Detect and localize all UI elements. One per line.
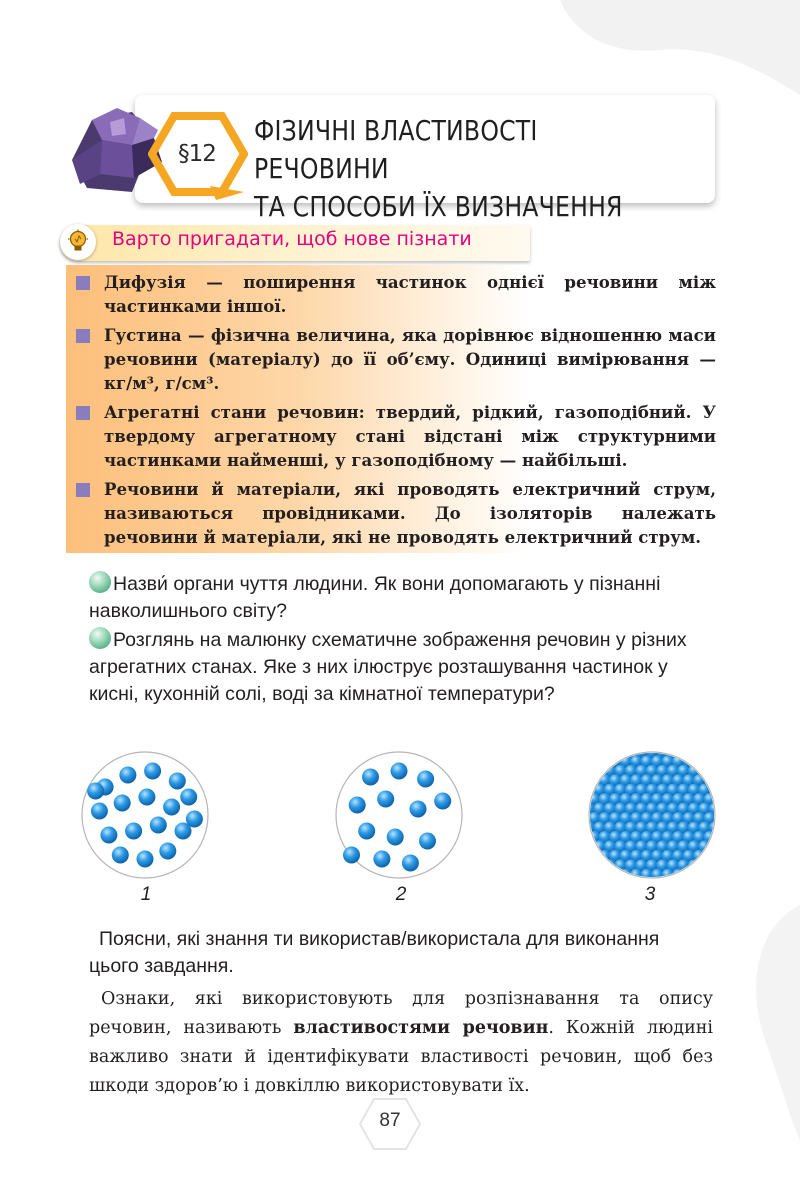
- figure-label-1: 1: [140, 884, 152, 905]
- particle: [159, 843, 176, 860]
- square-bullet-icon: [76, 406, 90, 420]
- figure-label-3: 3: [644, 884, 656, 905]
- particle: [114, 795, 131, 812]
- definitions-list: [76, 270, 716, 554]
- key-term: властивостями речовин: [293, 1018, 549, 1038]
- definition-item: Густина — фізична величина, яка дорівнює відношенню маси речовини (матеріалу) до її об’єму. Одиниці вимірювання — кг/м³, г/см³.: [76, 323, 716, 395]
- diagram-gas: [336, 752, 462, 878]
- particle: [358, 823, 375, 840]
- question-2: Розглянь на малюнку схематичне зображення речовин у різних агрегатних станах. Яке з них ілюструє розташування частинок у кисні, кухонній солі, воді за кімнатної температури?: [89, 629, 687, 705]
- definition-item: Дифузія — поширення частинок однієї речовини між частинками іншої.: [76, 270, 716, 318]
- particle: [144, 763, 161, 780]
- square-bullet-icon: [76, 329, 90, 343]
- particle: [138, 789, 155, 806]
- particle: [362, 769, 379, 786]
- particle: [402, 855, 419, 872]
- explain-task: Поясни, які знання ти використав/використала для виконання цього завдання.: [89, 928, 660, 977]
- particle: [112, 847, 129, 864]
- particle: [163, 799, 180, 816]
- particle: [180, 789, 197, 806]
- particle: [391, 763, 408, 780]
- page-number: 87: [379, 1110, 401, 1131]
- diagram-liquid: [82, 752, 208, 878]
- section-number: §12: [178, 141, 216, 167]
- figure-label-2: 2: [395, 884, 407, 905]
- particle: [349, 797, 366, 814]
- definition-item: Агрегатні стани речовин: твердий, рідкий, газоподібний. У твердому агрегатному стані відстані між структурними частинками найменші, у газоподібному — найбільші.: [76, 400, 716, 472]
- question-1: Назви́ органи чуття людини. Як вони допомагають у пізнанні навколишнього світу?: [89, 573, 661, 622]
- green-ball-icon: [89, 627, 111, 649]
- body-paragraph: Ознаки, які використовують для розпізнавання та опису речовин, називають властивостями речовин. Кожній людині важливо знати й ідентифікувати властивості речовин, щоб без шкоди здоров’ю і довкіллю використовувати їх.: [89, 989, 714, 1096]
- particle: [417, 771, 434, 788]
- title-line-1: ФІЗИЧНІ ВЛАСТИВОСТІ РЕЧОВИНИ: [254, 115, 538, 185]
- green-ball-icon: [89, 571, 111, 593]
- title-line-2: ТА СПОСОБИ ЇХ ВИЗНАЧЕННЯ: [254, 191, 623, 223]
- particle: [186, 811, 203, 828]
- particle: [150, 817, 167, 834]
- particle: [373, 851, 390, 868]
- definition-item: Речовини й матеріали, які проводять електричний струм, називаються провідниками. До ізоляторів належать речовини й матеріали, які не проводять електричний струм.: [76, 477, 716, 549]
- particle: [410, 801, 427, 818]
- particle: [100, 827, 117, 844]
- particle: [91, 803, 108, 820]
- particle: [119, 767, 136, 784]
- lightbulb-icon: [66, 229, 90, 255]
- particle: [137, 851, 154, 868]
- square-bullet-icon: [76, 276, 90, 290]
- recall-heading: Варто пригадати, щоб нове пізнати: [112, 228, 472, 250]
- diagram-solid: [583, 746, 721, 881]
- particle: [377, 791, 394, 808]
- particle: [87, 783, 104, 800]
- particle: [125, 823, 142, 840]
- particle: [387, 829, 404, 846]
- square-bullet-icon: [76, 483, 90, 497]
- particle: [343, 847, 360, 864]
- particle: [169, 773, 186, 790]
- particle: [419, 833, 436, 850]
- page-title: [254, 112, 650, 226]
- particle: [434, 793, 451, 810]
